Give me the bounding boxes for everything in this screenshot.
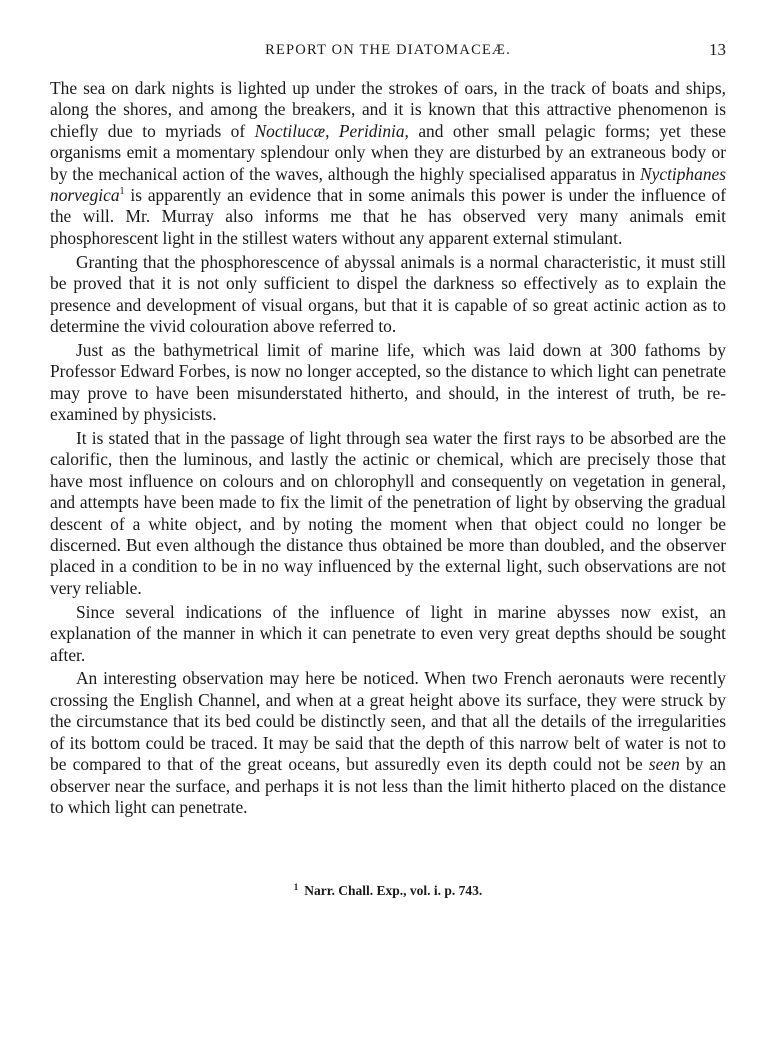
footnote xyxy=(0,883,776,899)
paragraph-1-text-a: The sea on dark nights is lighted up under the strokes of oars, in the track of boats and ships, along the shores, and among the breakers, and it is known that this attractive phenomenon is chiefly due to myriads of xyxy=(50,78,726,141)
paragraph-4 xyxy=(50,428,726,599)
footnote-text: Narr. Chall. Exp., vol. i. p. 743. xyxy=(304,883,483,898)
paragraph-6 xyxy=(50,668,726,818)
paragraph-5 xyxy=(50,602,726,666)
paragraph-1 xyxy=(50,78,726,249)
paragraph-4-text: It is stated that in the passage of light through sea water the first rays to be absorbed are the calorific, then the luminous, and lastly the actinic or chemical, which are precisely those that have most influence on colours and on chlorophyll and consequently on vegetation in general, and attempts have been made to fix the limit of the penetration of light by observing the gradual descent of a white object, and by noting the moment when that object could no longer be discerned. But even although the distance thus obtained be more than doubled, and the observer placed in a condition to be in no way influenced by the external light, such observations are not very reliable. xyxy=(50,428,726,598)
page-header xyxy=(50,42,726,64)
paragraph-2 xyxy=(50,252,726,338)
body-text xyxy=(50,78,726,821)
footnote-marker: 1 xyxy=(293,882,299,892)
paragraph-6-text-a: An interesting observation may here be noticed. When two French aeronauts were recently crossing the English Channel, and when at a great height above its surface, they were struck by the circumstance that its bed could be distinctly seen, and that all the details of the irregularities of its bottom could be traced. It may be said that the depth of this narrow belt of water is not to be compared to that of the great oceans, but assuredly even its depth could not be xyxy=(50,668,726,775)
paragraph-6-italic-seen: seen xyxy=(648,754,680,775)
paragraph-3 xyxy=(50,340,726,426)
paragraph-5-text: Since several indications of the influence of light in marine abysses now exist, an explanation of the manner in which it can penetrate to even very great depths should be sought after. xyxy=(50,601,726,665)
paragraph-2-text: Granting that the phosphorescence of abyssal animals is a normal characteristic, it must still be proved that it is not only sufficient to dispel the darkness so effectively as to explain the presence and development of visual organs, but that it is capable of so great actinic action as to determine the vivid colouration above referred to. xyxy=(50,251,726,336)
footnote-reference: 1 xyxy=(119,186,125,198)
paragraph-3-text: Just as the bathymetrical limit of marine life, which was laid down at 300 fathoms by Professor Edward Forbes, is now no longer accepted, so the distance to which light can penetrate may prove to have been misunderstated hitherto, and should, in the interest of truth, be re-examined by physicists. xyxy=(50,339,726,425)
paragraph-1-italic-species: Nyctiphanes norvegica xyxy=(50,163,726,206)
paragraph-6-text-b: by an observer near the surface, and perhaps it is not less than the limit hitherto placed on the distance to which light can penetrate. xyxy=(50,754,726,817)
running-title: REPORT ON THE DIATOMACEÆ. xyxy=(265,42,511,58)
paragraph-1-italic-genera: Noctilucæ, Peridinia, xyxy=(254,120,409,141)
paragraph-1-text-b: and other small pelagic forms; yet these organisms emit a momentary splendour only when they are disturbed by an extraneous body or by the mechanical action of the waves, although the highly specialised apparatus in xyxy=(50,120,726,184)
page-number: 13 xyxy=(709,40,726,59)
paragraph-1-text-c: is apparently an evidence that in some animals this power is under the influence of the will. Mr. Murray also informs me that he has observed very many animals emit phosphorescent light in the stillest waters without any apparent external stimulant. xyxy=(50,185,726,248)
